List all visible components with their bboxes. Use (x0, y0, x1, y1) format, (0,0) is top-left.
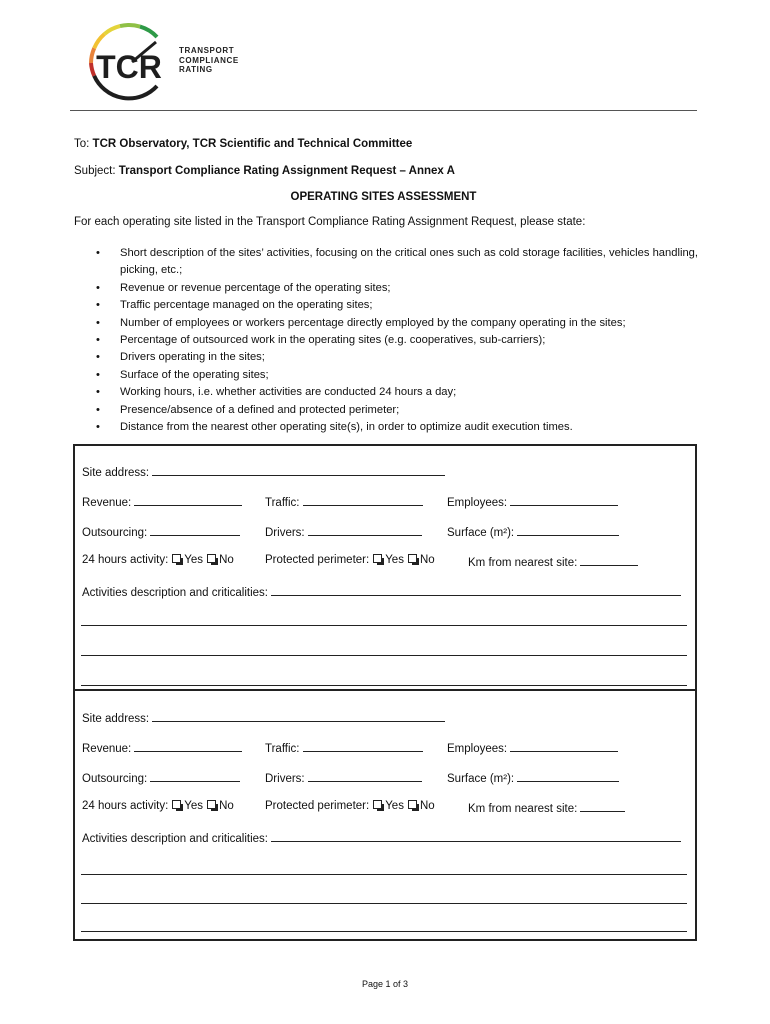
logo-gauge-green (140, 27, 157, 37)
requirements-list (96, 245, 698, 436)
employees-row: Employees: (447, 494, 618, 509)
perimeter-no-checkbox[interactable] (408, 554, 417, 563)
drivers-row: Drivers: (265, 770, 422, 785)
list-item: • Revenue or revenue percentage of the operating sites; (96, 280, 698, 297)
activities-line[interactable] (81, 625, 687, 626)
list-item: • Distance from the nearest other operating site(s), in order to optimize audit execution times. (96, 419, 698, 436)
outsourcing-row: Outsourcing: (82, 524, 240, 539)
surface-field[interactable] (517, 524, 619, 536)
to-line (74, 138, 412, 150)
hours-no-checkbox[interactable] (207, 554, 216, 563)
page-number: Page 1 of 3 (361, 979, 409, 989)
outsourcing-row: Outsourcing: (82, 770, 240, 785)
logo-wordmark: TRANSPORT COMPLIANCE RATING (179, 46, 239, 74)
logo-mark: TCR (96, 49, 162, 85)
to-label: To: (74, 138, 90, 150)
list-item: • Short description of the sites’ activities, focusing on the critical ones such as cold storage facilities, vehicles handling, picking, etc.; (96, 245, 698, 280)
perimeter-yes-checkbox[interactable] (373, 800, 382, 809)
surface-row: Surface (m²): (447, 770, 619, 785)
perimeter-row: Protected perimeter: Yes No (265, 554, 435, 566)
intro-text: For each operating site listed in the Transport Compliance Rating Assignment Request, please state: (74, 216, 586, 228)
hours-yes-checkbox[interactable] (172, 554, 181, 563)
drivers-row: Drivers: (265, 524, 422, 539)
site-address-field[interactable] (152, 710, 445, 722)
km-row: Km from nearest site: (468, 554, 638, 569)
page-title: OPERATING SITES ASSESSMENT (290, 191, 477, 203)
activities-line[interactable] (81, 685, 687, 686)
hours-row: 24 hours activity: Yes No (82, 554, 234, 566)
traffic-row: Traffic: (265, 494, 423, 509)
to-value: TCR Observatory, TCR Scientific and Technical Committee (92, 138, 413, 150)
logo-gauge-yellow (94, 34, 104, 48)
logo-gauge-orange (91, 48, 94, 63)
employees-field[interactable] (510, 494, 618, 506)
logo-gauge-red (91, 63, 94, 76)
site-address-field[interactable] (152, 464, 445, 476)
surface-row: Surface (m²): (447, 524, 619, 539)
activities-row: Activities description and criticalities: (82, 830, 681, 845)
drivers-field[interactable] (308, 524, 422, 536)
traffic-field[interactable] (303, 494, 423, 506)
employees-field[interactable] (510, 740, 618, 752)
activities-line[interactable] (81, 931, 687, 932)
outsourcing-field[interactable] (150, 770, 240, 782)
subject-label: Subject: (74, 165, 116, 177)
hours-row: 24 hours activity: Yes No (82, 800, 234, 812)
list-item: • Presence/absence of a defined and protected perimeter; (96, 402, 698, 419)
perimeter-yes-checkbox[interactable] (373, 554, 382, 563)
km-field[interactable] (580, 554, 638, 566)
list-item: • Working hours, i.e. whether activities are conducted 24 hours a day; (96, 384, 698, 401)
perimeter-no-checkbox[interactable] (408, 800, 417, 809)
activities-row: Activities description and criticalities: (82, 584, 681, 599)
subject-line (74, 165, 455, 177)
activities-line[interactable] (81, 655, 687, 656)
site-address-row: Site address: (82, 464, 445, 479)
revenue-row: Revenue: (82, 494, 242, 509)
revenue-field[interactable] (134, 494, 242, 506)
header-divider (70, 110, 697, 111)
list-item: • Traffic percentage managed on the operating sites; (96, 297, 698, 314)
hours-yes-checkbox[interactable] (172, 800, 181, 809)
tcr-logo (84, 18, 174, 108)
list-item: • Drivers operating in the sites; (96, 349, 698, 366)
list-item: • Percentage of outsourced work in the operating sites (e.g. cooperatives, sub-carriers); (96, 332, 698, 349)
site-form-1 (73, 444, 697, 691)
employees-row: Employees: (447, 740, 618, 755)
subject-value: Transport Compliance Rating Assignment Request – Annex A (118, 165, 455, 177)
logo-gauge-lime (105, 26, 121, 34)
km-field[interactable] (580, 800, 625, 812)
site-form-2 (73, 689, 697, 941)
hours-no-checkbox[interactable] (207, 800, 216, 809)
logo-gauge-lightgreen (120, 25, 140, 27)
revenue-row: Revenue: (82, 740, 242, 755)
km-row: Km from nearest site: (468, 800, 625, 815)
site-address-row: Site address: (82, 710, 445, 725)
activities-field[interactable] (271, 584, 681, 596)
outsourcing-field[interactable] (150, 524, 240, 536)
surface-field[interactable] (517, 770, 619, 782)
perimeter-row: Protected perimeter: Yes No (265, 800, 435, 812)
revenue-field[interactable] (134, 740, 242, 752)
activities-field[interactable] (271, 830, 681, 842)
activities-line[interactable] (81, 874, 687, 875)
traffic-field[interactable] (303, 740, 423, 752)
traffic-row: Traffic: (265, 740, 423, 755)
activities-line[interactable] (81, 903, 687, 904)
list-item: • Surface of the operating sites; (96, 367, 698, 384)
drivers-field[interactable] (308, 770, 422, 782)
list-item: • Number of employees or workers percentage directly employed by the company operating in the sites; (96, 315, 698, 332)
